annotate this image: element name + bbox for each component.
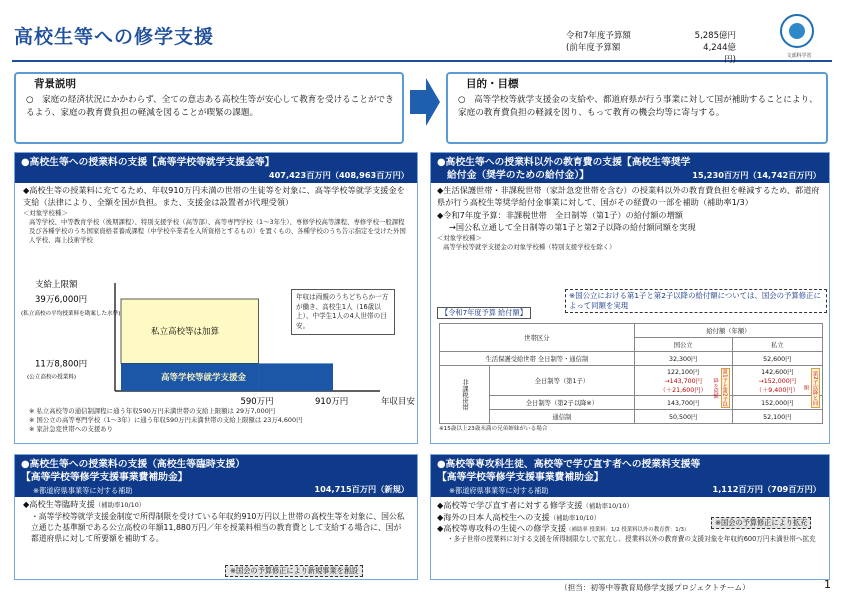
chart-xtick-910: 910万円 xyxy=(315,397,349,407)
budget-label-previous: (前年度予算額 xyxy=(566,43,621,53)
table-cell: 143,700円 xyxy=(634,396,732,410)
background-text: ○ 家庭の経済状況にかかわらず、全ての意志ある高校生等が安心して教育を受けることができるよう、家庭の教育費負担の軽減を図ることが喫緊の課題。 xyxy=(26,95,394,118)
section3-title-line1: ●高校生等への授業料の支援（高校生等臨時支援） xyxy=(21,459,246,470)
background-box xyxy=(14,72,404,144)
section4-item xyxy=(437,500,823,512)
chart-ytick-private: 39万6,000円 xyxy=(35,295,88,305)
section3-item xyxy=(15,497,417,511)
section4-notice: ※国会の予算修正により拡充 xyxy=(711,517,811,529)
section4-sub: ※都道府県事業等に対する補助 xyxy=(449,486,549,495)
section-temporary-support xyxy=(14,454,418,580)
section4-title-line1: ●高校等専攻科生徒、高校等で学び直す者への授業料支援等 xyxy=(437,459,701,470)
chart-note-box: 年収は両親のうちどちらか一方が働き、高校生1人（16歳以上）、中学生1人の4人世帯の目安。 xyxy=(291,289,395,335)
section3-sub: ※都道府県事業等に対する補助 xyxy=(33,486,133,495)
table-cell: 152,000円 xyxy=(732,396,822,410)
table-cell: 32,300円 xyxy=(634,352,732,366)
footnote: ※ 家計急変世帯への支援あり xyxy=(29,425,114,433)
footnote: ※ 私立高校等の通信制課程に通う年収590万円未満世帯の支給上限額は 29万7,000円 xyxy=(29,407,276,415)
section3-item-rate: （補助率10/10） xyxy=(94,501,146,509)
footnote: ※ 国公立の高等専門学校（1〜3年）に通う年収590万円未満世帯の支給上限額は 23万4,600円 xyxy=(29,416,303,424)
section-tuition-support xyxy=(14,152,418,444)
section2-targets-text: 高等学校等就学支援金の対象学校種（特別支援学校を除く） xyxy=(443,243,616,251)
section2-header xyxy=(431,153,829,183)
table-head-private: 私立 xyxy=(732,338,822,352)
table-cell-first-public xyxy=(634,366,732,407)
page-number: 1 xyxy=(824,578,831,591)
section4-item-text: ◆海外の日本人高校生への支援 xyxy=(437,511,550,522)
section3-notice: ※国会の予算修正により新規事業を創設 xyxy=(225,565,363,577)
table-cell-new-value: →143,700円 xyxy=(664,378,702,385)
budget-summary xyxy=(566,30,736,65)
chart-ylabel: 支給上限額 xyxy=(35,280,78,290)
table-footnote: ※15歳以上23歳未満の兄弟姉妹がいる場合 xyxy=(439,426,548,432)
chart-series-base-label: 高等学校等就学支援金 xyxy=(161,373,247,384)
footer-team: （担当：初等中等教育局修学支援プロジェクトチーム） xyxy=(560,583,750,592)
section2-targets-label: ＜対象学校種＞ xyxy=(437,234,482,242)
section3-amount: 104,715百万円（新規） xyxy=(314,484,409,494)
section4-sub-item: ・多子世帯の授業料に対する支援を所得制限なしで拡充し、授業料以外の教育費の支援対象を年収約600万円未満世帯へ拡充 xyxy=(447,535,816,543)
chart-ytick-public: 11万8,800円 xyxy=(35,359,88,370)
section2-budget-point2: →国公私立通して全日制等の第1子と第2子以降の給付額同額を実現 xyxy=(449,221,696,232)
section3-header xyxy=(15,455,417,497)
table-cell: 52,100円 xyxy=(732,410,822,424)
section4-item-rate: （補助率 授業料：1/2 授業料以外の教育費：1/3） xyxy=(566,527,690,533)
section1-title: ●高校生等への授業料の支援【高等学校等就学支援金等】 xyxy=(21,157,275,168)
section2-title-line2: 給付金（奨学のための給付金）】 xyxy=(447,170,590,181)
section2-title-line1: ●高校生等への授業料以外の教育費の支援【高校生等奨学 xyxy=(437,157,691,168)
background-heading: 背景説明 xyxy=(34,78,76,90)
purpose-box xyxy=(446,72,828,144)
section1-targets-label: ＜対象学校種＞ xyxy=(23,209,68,217)
section-scholarship-benefit xyxy=(430,152,830,444)
table-group-label: 非課税世帯 xyxy=(440,366,490,424)
section4-item-text: ◆高校等専攻科の生徒への修学支援 xyxy=(437,523,567,533)
section4-item-rate: （補助率10/10） xyxy=(549,513,601,522)
side-note-public: 第1子と第2子以降を同額 xyxy=(712,369,728,407)
section3-item-title: ◆高校生等臨時支援 xyxy=(23,499,95,509)
section1-header xyxy=(15,153,417,183)
chart-xlabel: 年収目安 xyxy=(381,397,416,407)
section2-budget-point: ◆令和7年度予算：非課税世帯 全日制等（第1子）の給付額の増額 xyxy=(437,210,683,220)
side-note-private: 第2子以降と同額 xyxy=(811,368,820,408)
section3-title-line2: 【高等学校等修学支援事業費補助金】 xyxy=(21,472,188,483)
section1-body: ◆高校生等の授業料に充てるため、年収910万円未満の世帯の生徒等を対象に、高等学校等就学支援金を支給（法律により、全額を国が負担。また、支援金は設置者が代理受領） xyxy=(23,185,405,207)
section4-amount: 1,112百万円（709百万円） xyxy=(712,484,821,494)
table-cell: 52,600円 xyxy=(732,352,822,366)
section2-amount: 15,230百万円（14,742百万円） xyxy=(692,170,821,180)
section2-notice: ※国公立における第1子と第2子以降の給付額については、国会の予算修正によって同額を実現 xyxy=(565,289,827,313)
table-row-second-child: 全日制等（第2子以降※） xyxy=(490,396,635,410)
table-cell-first-private xyxy=(732,366,822,406)
arrow-right-icon xyxy=(410,78,440,126)
ministry-name: 文部科学省 xyxy=(786,53,812,59)
table-head-category: 世帯区分 xyxy=(440,324,635,352)
chart-series-private-label: 私立高校等は加算 xyxy=(151,327,220,338)
table-cell: 50,500円 xyxy=(634,410,732,424)
table-row-welfare: 生活保護受給世帯 全日制等・通信制 xyxy=(440,352,635,366)
benefit-table xyxy=(439,323,823,434)
chart-ytick-note-public: (公立高校の授業料) xyxy=(27,374,77,381)
section3-item-text: ・高等学校等就学支援金制度で所得制限を受けている年収約910万円以上世帯の高校生等を対象に、国公私立通じた基準額である公立高校の年額11,880万円／年を授業料相当の教育費として支給する場合に、国が都道府県に対して所要額を補助する。 xyxy=(31,511,405,543)
bar-base-support-extended xyxy=(258,363,333,391)
table-head-public: 国公立 xyxy=(634,338,732,352)
section4-header xyxy=(431,455,829,497)
table-cell-value: 142,600円 xyxy=(761,369,794,376)
table-row-first-child: 全日制等（第1子） xyxy=(490,366,635,396)
purpose-text: ○ 高等学校等就学支援金の支給や、都道府県が行う事業に対して国が補助することにより、家庭の教育費負担の軽減を図り、もって教育の機会均等に寄与する。 xyxy=(458,95,818,118)
section1-footnotes xyxy=(29,407,415,434)
page-title: 高校生等への修学支援 xyxy=(14,26,215,48)
table-cell-diff: （＋9,400円） xyxy=(755,387,799,394)
table-cell-value: 122,100円 xyxy=(667,369,700,376)
table-head-amount: 給付額（年額） xyxy=(634,324,822,338)
budget-value-previous: 4,244億円) xyxy=(703,43,736,65)
section4-item-text: ◆高校等で学び直す者に対する修学支援 xyxy=(437,500,583,510)
budget-value-current: 5,285億円 xyxy=(694,31,736,41)
purpose-heading: 目的・目標 xyxy=(466,78,519,90)
budget-label-current: 令和7年度予算額 xyxy=(566,31,631,41)
section2-body: ◆生活保護世帯・非課税世帯（家計急変世帯を含む）の授業料以外の教育費負担を軽減するため、都道府県が行う高校生等奨学給付金事業に対して、国がその経費の一部を補助（補助率1/3） xyxy=(437,185,820,207)
section4-item-rate: （補助率10/10） xyxy=(582,502,633,510)
table-cell-new-value: →152,000円 xyxy=(758,378,797,385)
section1-amount: 407,423百万円（408,963百万円） xyxy=(268,170,409,180)
table-row-correspondence: 通信制 xyxy=(490,410,635,424)
chart-ytick-note-private: (私立高校の平均授業料を勘案した水準) xyxy=(21,311,121,317)
table-cell-diff: （＋21,600円） xyxy=(659,387,707,394)
ministry-logo-icon xyxy=(780,14,814,48)
section4-title-line2: 【高等学校等修学支援事業費補助金】 xyxy=(437,472,604,483)
section1-targets-text: 高等学校、中等教育学校（後期課程）、特別支援学校（高等部）、高等専門学校（1〜3年生）、専修学校高等課程、専修学校一般課程及び各種学校のうち国家資格者養成課程（中学校卒業者を入所資格とするもの）を置くもの、各種学校のうち告示指定を受けた外国人学校、海上技術学校 xyxy=(29,218,406,244)
section-relearning-support xyxy=(430,454,830,580)
table-caption: 【令和7年度予算 給付額】 xyxy=(437,307,531,319)
chart-xtick-590: 590万円 xyxy=(240,397,274,407)
